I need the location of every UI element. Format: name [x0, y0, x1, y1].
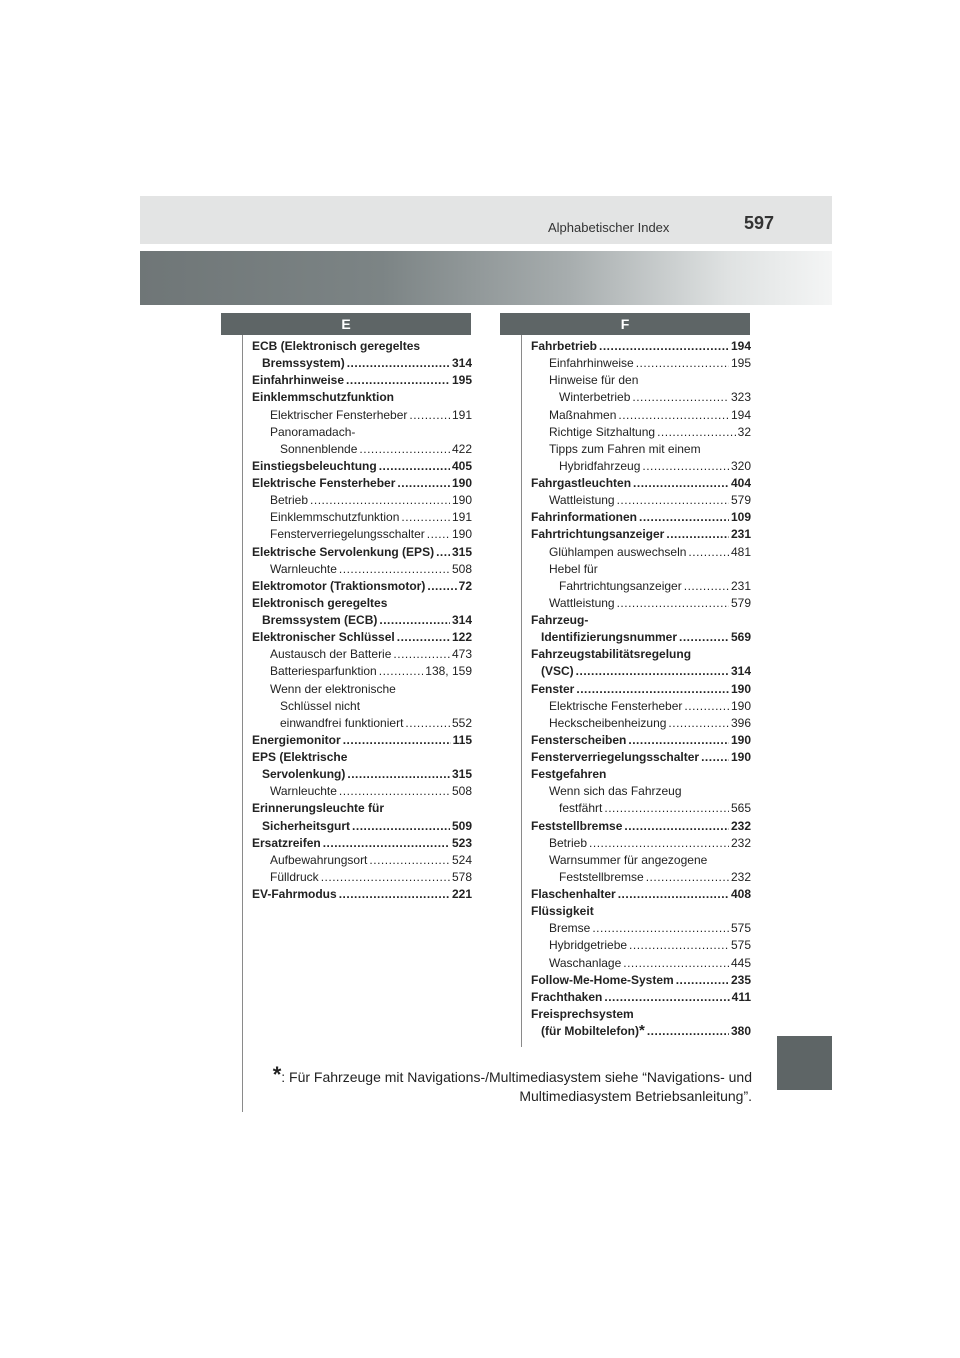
- index-entry: [531, 937, 751, 954]
- index-entry: [531, 355, 751, 372]
- dot-leader: [369, 852, 450, 869]
- header-gradient-band: [140, 251, 832, 305]
- index-entry-page: 445: [730, 955, 751, 970]
- index-entry: [252, 475, 472, 492]
- index-entry: [531, 698, 751, 715]
- index-entry: [531, 578, 751, 595]
- index-entry-page: 315: [451, 767, 472, 782]
- index-entry: [531, 389, 751, 406]
- index-entry-term: Elektronisch geregeltes: [252, 595, 388, 610]
- footnote: [270, 1062, 752, 1106]
- left-margin-rule: [242, 335, 243, 1112]
- index-entry-page: 314: [730, 664, 751, 679]
- index-entry-term: Feststellbremse: [559, 869, 644, 884]
- index-entry-term: EV-Fahrmodus: [252, 887, 337, 901]
- dot-leader: [379, 458, 450, 475]
- index-entry: [252, 561, 472, 578]
- index-entry: [531, 800, 751, 817]
- index-entry-term: Fahrinformationen: [531, 510, 638, 525]
- index-entry-term: Elektronischer Schlüssel: [252, 630, 395, 645]
- index-entry: [531, 852, 751, 869]
- index-entry-page: 232: [730, 869, 751, 884]
- index-entry: [531, 715, 751, 732]
- dot-leader: [618, 407, 729, 424]
- index-entry-term: Warnleuchte: [270, 784, 337, 799]
- index-entry: [531, 629, 751, 646]
- dot-leader: [639, 509, 729, 526]
- index-entry-term: EPS (Elektrische: [252, 750, 348, 764]
- index-entry-page: 190: [730, 698, 751, 713]
- index-entry-term: Bremssystem (ECB): [262, 613, 378, 627]
- index-entry-term: Betrieb: [270, 493, 309, 508]
- index-entry: [531, 1006, 751, 1023]
- index-entry: [531, 732, 751, 749]
- index-entry-page: 190: [730, 732, 751, 747]
- dot-leader: [379, 612, 450, 629]
- index-entry-term: Heckscheibenheizung: [549, 715, 667, 730]
- index-entry: [252, 612, 472, 629]
- index-entry-term: Elektrische Servolenkung (EPS): [252, 544, 435, 559]
- index-entry: [252, 646, 472, 663]
- index-entry-term: Flaschenhalter: [531, 887, 616, 901]
- index-entry: [531, 749, 751, 766]
- index-entry-page: 509: [451, 818, 472, 833]
- index-entry-term: Einfahrhinweise: [252, 373, 345, 388]
- footnote-line-2: Multimediasystem Betriebsanleitung”.: [519, 1088, 752, 1104]
- dot-leader: [628, 732, 729, 749]
- index-entry-term: Elektromotor (Traktionsmotor): [252, 578, 426, 593]
- index-entry-term: Batteriesparfunktion: [270, 664, 377, 679]
- index-entry: [252, 663, 472, 680]
- index-entry-term: Flüssigkeit: [531, 904, 594, 919]
- index-entry-term: Bremse: [549, 921, 591, 936]
- index-entry-page: 194: [730, 407, 751, 422]
- dot-leader: [657, 424, 736, 441]
- index-entry-term: Richtige Sitzhaltung: [549, 424, 656, 439]
- index-entry-page: 422: [451, 441, 472, 456]
- index-entry: [531, 903, 751, 920]
- index-entry-page: 565: [730, 801, 751, 816]
- dot-leader: [436, 544, 450, 561]
- index-entry: [252, 818, 472, 835]
- footnote-line-1: : Für Fahrzeuge mit Navigations-/Multimediasystem siehe “Navigations- und: [281, 1069, 752, 1085]
- dot-leader: [379, 663, 424, 680]
- index-entry-term: Glühlampen auswechseln: [549, 544, 687, 559]
- index-entry: [531, 681, 751, 698]
- index-entry: [252, 732, 472, 749]
- index-entry: [252, 578, 472, 595]
- index-entry: [252, 407, 472, 424]
- index-entry-term: einwandfrei funktioniert: [280, 715, 404, 730]
- dot-leader: [636, 355, 729, 372]
- index-entry-page: 190: [730, 750, 751, 764]
- index-entry: [252, 544, 472, 561]
- index-entry-term: Aufbewahrungsort: [270, 852, 368, 867]
- index-entry-term: Festgefahren: [531, 767, 607, 782]
- dot-leader: [684, 698, 729, 715]
- index-entry-term: Einklemmschutzfunktion: [270, 510, 400, 525]
- index-entry-term: Einstiegsbeleuchtung: [252, 458, 377, 473]
- index-entry-term: Hybridgetriebe: [549, 938, 628, 953]
- dot-leader: [599, 338, 729, 355]
- index-entry-page: 481: [730, 544, 751, 559]
- index-entry-term: Panoramadach-: [270, 424, 356, 439]
- dot-leader: [701, 749, 729, 766]
- index-entry: [531, 766, 751, 783]
- index-entry-page: 508: [451, 561, 472, 576]
- index-entry: [531, 561, 751, 578]
- index-entry-page: 138, 159: [425, 664, 472, 679]
- index-entry-term: Energiemonitor: [252, 732, 341, 747]
- dot-leader: [339, 561, 450, 578]
- index-entry-page: 314: [451, 613, 472, 627]
- header-bar: [140, 196, 832, 244]
- dot-leader: [321, 869, 450, 886]
- index-entry: [531, 424, 751, 441]
- index-column-e: [252, 338, 472, 903]
- dot-leader: [668, 715, 729, 732]
- index-entry-term: Warnsummer für angezogene: [549, 852, 708, 867]
- dot-leader: [576, 681, 729, 698]
- index-entry: [531, 509, 751, 526]
- index-entry-term: Feststellbremse: [531, 818, 623, 833]
- index-entry: [252, 338, 472, 355]
- dot-leader: [679, 629, 729, 646]
- dot-leader: [666, 526, 729, 543]
- index-entry-term: Fensterverriegelungsschalter: [270, 527, 425, 542]
- index-entry-page: 408: [730, 887, 751, 901]
- index-entry-term: Sonnenblende: [280, 441, 358, 456]
- index-entry: [252, 629, 472, 646]
- index-entry-page: 32: [737, 424, 751, 439]
- dot-leader: [632, 389, 729, 406]
- index-entry-page: 579: [730, 493, 751, 508]
- index-entry-term: Servolenkung): [262, 767, 346, 782]
- index-entry-page: 190: [451, 527, 472, 542]
- index-entry-page: 122: [451, 630, 472, 645]
- index-entry: [252, 424, 472, 441]
- index-entry-term: Fahrbetrieb: [531, 339, 598, 353]
- index-entry: [531, 989, 751, 1006]
- dot-leader: [589, 835, 729, 852]
- index-entry: [252, 355, 472, 372]
- index-entry-page: 232: [730, 835, 751, 850]
- index-entry: [531, 544, 751, 561]
- index-entry: [531, 338, 751, 355]
- dot-leader: [409, 407, 450, 424]
- index-entry-term: Wattleistung: [549, 595, 615, 610]
- index-entry-term: Fahrtrichtungsanzeiger: [559, 578, 682, 593]
- index-entry-term: Maßnahmen: [549, 407, 617, 422]
- dot-leader: [647, 1023, 729, 1040]
- dot-leader: [346, 372, 450, 389]
- page-number: 597: [744, 213, 775, 233]
- index-entry: [531, 612, 751, 629]
- index-entry: [531, 886, 751, 903]
- dot-leader: [618, 886, 729, 903]
- index-entry: [252, 852, 472, 869]
- index-entry: [252, 681, 472, 698]
- index-entry-page: 320: [730, 458, 751, 473]
- index-entry-term: Fahrtrichtungsanzeiger: [531, 527, 665, 542]
- index-entry-page: 524: [451, 852, 472, 867]
- dot-leader: [688, 544, 729, 561]
- dot-leader: [646, 869, 729, 886]
- index-entry: [531, 475, 751, 492]
- index-entry-term: Wenn sich das Fahrzeug: [549, 784, 682, 799]
- index-entry-page: 575: [730, 921, 751, 936]
- index-entry-term: Schlüssel nicht: [280, 698, 361, 713]
- index-entry: [531, 920, 751, 937]
- index-entry-term: Ersatzreifen: [252, 835, 321, 850]
- index-entry: [531, 955, 751, 972]
- index-entry-term: Sicherheitsgurt: [262, 818, 351, 833]
- index-entry-page: 190: [451, 493, 472, 508]
- dot-leader: [343, 732, 451, 749]
- dot-leader: [405, 715, 450, 732]
- index-entry-page: 195: [451, 373, 472, 388]
- index-entry-page: 575: [730, 938, 751, 953]
- index-entry: [252, 389, 472, 406]
- index-entry-page: 191: [451, 510, 472, 525]
- index-entry-page: 195: [730, 356, 751, 371]
- index-entry-term: Bremssystem): [262, 356, 345, 371]
- dot-leader: [617, 492, 729, 509]
- section-thumb-tab: [777, 1036, 832, 1090]
- dot-leader: [604, 989, 729, 1006]
- index-entry: [531, 372, 751, 389]
- index-entry-term: Wenn der elektronische: [270, 681, 396, 696]
- index-entry: [531, 818, 751, 835]
- dot-leader: [397, 629, 450, 646]
- index-entry-page: 405: [451, 458, 472, 473]
- index-entry-term: Fahrzeugstabilitätsregelung: [531, 647, 692, 662]
- index-entry: [531, 458, 751, 475]
- index-entry: [252, 509, 472, 526]
- dot-leader: [604, 800, 729, 817]
- index-entry-page: 323: [730, 390, 751, 405]
- index-entry-term: Hybridfahrzeug: [559, 458, 641, 473]
- dot-leader: [339, 783, 450, 800]
- index-entry-term: Einfahrhinweise: [549, 356, 634, 371]
- index-entry: [531, 492, 751, 509]
- dot-leader: [310, 492, 450, 509]
- index-entry-page: 231: [730, 527, 751, 542]
- dot-leader: [684, 578, 729, 595]
- index-column-f: [531, 338, 751, 1040]
- index-entry-term: ECB (Elektronisch geregeltes: [252, 339, 421, 353]
- index-entry-page: 578: [451, 869, 472, 884]
- index-entry-page: 221: [451, 887, 472, 901]
- index-entry: [531, 835, 751, 852]
- index-entry-term: Fülldruck: [270, 869, 319, 884]
- index-entry-term: Wattleistung: [549, 493, 615, 508]
- index-entry-page: 523: [451, 835, 472, 850]
- index-entry: [531, 526, 751, 543]
- index-entry-page: 72: [458, 578, 472, 593]
- dot-leader: [676, 972, 729, 989]
- index-entry: [252, 595, 472, 612]
- index-entry-page: 508: [451, 784, 472, 799]
- index-entry-page: 191: [451, 407, 472, 422]
- dot-leader: [352, 818, 450, 835]
- index-entry: [252, 441, 472, 458]
- index-entry-term: Waschanlage: [549, 955, 622, 970]
- index-entry-term: Fenster: [531, 681, 575, 696]
- index-entry-page: 190: [451, 476, 472, 490]
- letter-heading-f: F: [500, 313, 750, 335]
- index-entry-term: Tipps zum Fahren mit einem: [549, 441, 701, 456]
- index-entry: [252, 800, 472, 817]
- index-entry-page: 473: [451, 647, 472, 662]
- index-entry-term: Elektrische Fensterheber: [549, 698, 683, 713]
- index-entry: [531, 869, 751, 886]
- index-entry-term: Betrieb: [549, 835, 588, 850]
- dot-leader: [629, 937, 729, 954]
- index-entry: [531, 595, 751, 612]
- index-entry: [252, 715, 472, 732]
- dot-leader: [347, 355, 450, 372]
- index-entry: [252, 458, 472, 475]
- index-entry: [531, 646, 751, 663]
- column-divider: [521, 335, 522, 1047]
- index-entry: [252, 783, 472, 800]
- index-entry-page: 235: [730, 972, 751, 987]
- dot-leader: [617, 595, 729, 612]
- index-entry: [252, 835, 472, 852]
- dot-leader: [576, 663, 729, 680]
- letter-heading-e: E: [221, 313, 471, 335]
- index-entry-page: 194: [730, 339, 751, 353]
- index-entry: [252, 766, 472, 783]
- dot-leader: [393, 646, 450, 663]
- dot-leader: [339, 886, 450, 903]
- index-entry-page: 411: [731, 989, 751, 1004]
- index-entry-page: 404: [730, 476, 751, 490]
- index-entry-page: 380: [730, 1024, 751, 1038]
- index-entry-page: 190: [730, 681, 751, 696]
- dot-leader: [401, 509, 450, 526]
- index-entry-term: (VSC): [541, 664, 574, 679]
- index-entry: [252, 749, 472, 766]
- index-entry: (für Mobiltelefon) * ..... 380: [531, 1023, 751, 1040]
- index-entry: [252, 886, 472, 903]
- index-entry-term: Freisprechsystem: [531, 1006, 634, 1021]
- dot-leader: [359, 441, 450, 458]
- dot-leader: [642, 458, 729, 475]
- header-title: Alphabetischer Index: [548, 220, 670, 235]
- dot-leader: [427, 578, 456, 595]
- dot-leader: [347, 766, 450, 783]
- index-entry-page: 579: [730, 595, 751, 610]
- index-entry: [252, 372, 472, 389]
- index-entry-term: Hebel für: [549, 561, 598, 576]
- index-entry-term: Frachthaken: [531, 989, 603, 1004]
- index-entry-term: Follow-Me-Home-System: [531, 972, 674, 987]
- index-entry-term: Elektrischer Fensterheber: [270, 407, 408, 422]
- index-entry-term: Fahrgastleuchten: [531, 476, 632, 490]
- index-entry: [531, 441, 751, 458]
- index-entry-term: Erinnerungsleuchte für: [252, 801, 385, 816]
- dot-leader: [624, 818, 729, 835]
- dot-leader: [427, 526, 450, 543]
- index-entry-page: 109: [730, 510, 751, 525]
- index-entry-page: 232: [730, 818, 751, 833]
- index-entry-term: Identifizierungsnummer: [541, 630, 678, 645]
- index-entry-page: 396: [730, 715, 751, 730]
- index-entry: [252, 698, 472, 715]
- dot-leader: [633, 475, 729, 492]
- index-entry-page: 552: [451, 715, 472, 730]
- index-entry-term: Einklemmschutzfunktion: [252, 390, 395, 405]
- index-entry-term: Elektrische Fensterheber: [252, 476, 396, 490]
- footnote-marker: *: [272, 1062, 282, 1087]
- index-entry-page: 314: [451, 356, 472, 371]
- index-entry-page: 315: [451, 544, 472, 559]
- index-entry: [531, 972, 751, 989]
- index-entry-term: Winterbetrieb: [559, 390, 631, 405]
- index-entry: [531, 783, 751, 800]
- index-entry-page: 569: [730, 630, 751, 645]
- dot-leader: [592, 920, 729, 937]
- index-entry: [252, 526, 472, 543]
- index-entry-term: Warnleuchte: [270, 561, 337, 576]
- index-entry: [531, 663, 751, 680]
- dot-leader: [323, 835, 450, 852]
- index-entry-term: festfährt: [559, 801, 603, 816]
- index-entry: [252, 492, 472, 509]
- index-entry-term: Fensterscheiben: [531, 732, 627, 747]
- index-entry-term: Fensterverriegelungsschalter: [531, 750, 700, 764]
- index-entry-term: Hinweise für den: [549, 373, 639, 388]
- dot-leader: [623, 955, 729, 972]
- index-entry-page: 231: [730, 578, 751, 593]
- index-entry-term: Austausch der Batterie: [270, 647, 392, 662]
- index-entry-page: 115: [452, 732, 472, 747]
- index-entry-term: Fahrzeug-: [531, 613, 589, 627]
- index-entry: [252, 869, 472, 886]
- index-entry: [531, 407, 751, 424]
- dot-leader: [397, 475, 450, 492]
- index-entry-term: (für Mobiltelefon): [541, 1024, 639, 1038]
